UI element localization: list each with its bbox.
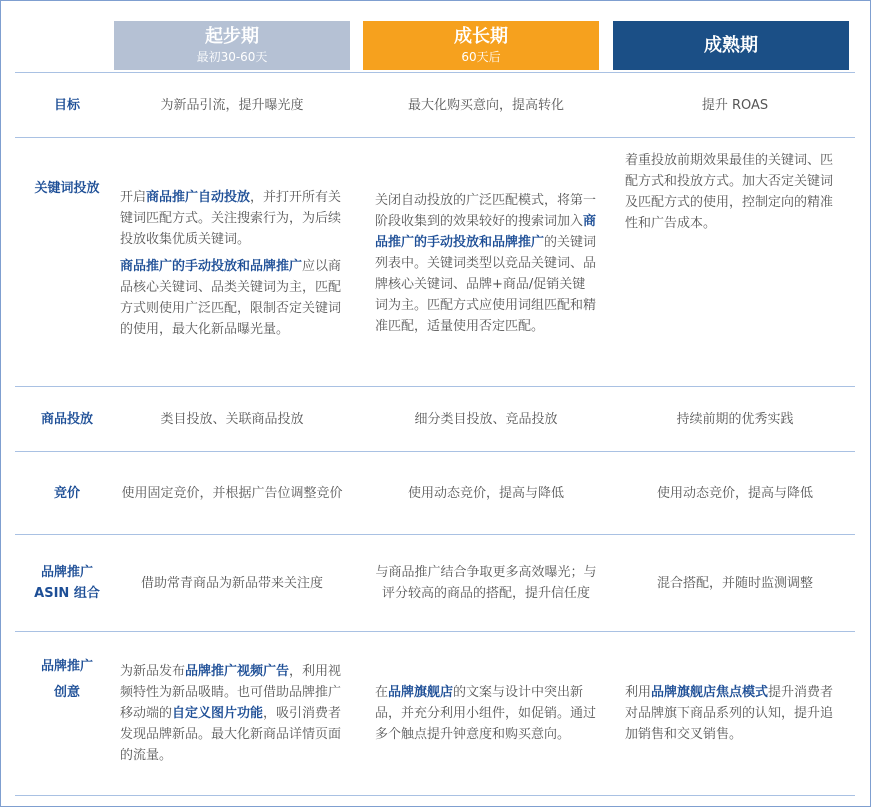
- cell-goal-startup: 为新品引流，提升曝光度: [160, 97, 304, 113]
- cell-asin-startup: 借助常青商品为新品带来关注度: [140, 575, 323, 591]
- row-label-keyword: 关键词投放: [34, 180, 100, 196]
- cell-product-growth: 细分类目投放、竞品投放: [414, 411, 558, 427]
- cell-creative-growth: 在品牌旗舰店的文案与设计中突出新品，并充分利用小组件，如促销。通过多个触点提升钟意度和购买意向。: [375, 685, 597, 742]
- stage-duration: 最初30-60天: [196, 50, 268, 64]
- row-label-bid: 竞价: [53, 485, 80, 501]
- stage-name: 起步期: [205, 26, 259, 47]
- cell-bid-mature: 使用动态竞价，提高与降低: [656, 485, 813, 501]
- row-divider: [15, 137, 855, 138]
- stage-header-mature: [613, 21, 849, 70]
- row-label-goal: 目标: [53, 97, 80, 113]
- cell-bid-growth: 使用动态竞价，提高与降低: [407, 485, 564, 501]
- cell-asin-mature: 混合搭配，并随时监测调整: [656, 575, 813, 591]
- stage-name: 成熟期: [704, 35, 758, 56]
- cell-creative-startup: 为新品发布品牌推广视频广告，利用视频特性为新品吸睛。也可借助品牌推广移动端的自定义图片功能，吸引消费者发现品牌新品。最大化新商品详情页面的流量。: [120, 664, 342, 763]
- cell-goal-growth: 最大化购买意向，提高转化: [407, 97, 564, 113]
- stage-name: 成长期: [454, 26, 508, 47]
- cell-bid-startup: 使用固定竞价，并根据广告位调整竞价: [121, 485, 343, 501]
- cell-asin-growth: 与商品推广结合争取更多高效曝光；与评分较高的商品的搭配，提升信任度: [375, 565, 597, 601]
- row-label-asin: 品牌推广 ASIN 组合: [34, 565, 100, 601]
- cell-product-startup: 类目投放、关联商品投放: [160, 411, 304, 427]
- cell-keyword-mature: 着重投放前期效果最佳的关键词、匹配方式和投放方式。加大否定关键词及匹配方式的使用，控制定向的精准性和广告成本。: [625, 153, 834, 231]
- stage-header-growth: [363, 21, 599, 70]
- stage-header-startup: [114, 21, 350, 70]
- cell-creative-mature: 利用品牌旗舰店焦点模式提升消费者对品牌旗下商品系列的认知，提升追加销售和交叉销售。: [625, 685, 834, 742]
- cell-goal-mature: 提升 ROAS: [701, 97, 769, 113]
- row-label-product: 商品投放: [40, 411, 93, 427]
- cell-keyword-growth: 关闭自动投放的广泛匹配模式，将第一阶段收集到的效果较好的搜索词加入商品推广的手动投放和品牌推广的关键词列表中。关键词类型以竞品关键词、品牌核心关键词、品牌+商品/促销关键词为主。匹配方式应使用词组匹配和精准匹配，适量使用否定匹配。: [375, 192, 597, 334]
- stage-duration: 60天后: [461, 50, 501, 64]
- row-divider: [15, 795, 855, 796]
- cell-keyword-startup: 开启商品推广自动投放，并打开所有关键词匹配方式。关注搜索行为，为后续投放收集优质关键词。 商品推广的手动投放和品牌推广应以商品核心关键词、品类关键词为主，匹配方式则使用广泛匹配，限制否定关键词的使用，最大化新品曝光量。: [120, 189, 342, 337]
- cell-product-mature: 持续前期的优秀实践: [676, 411, 794, 427]
- row-label-creative: 品牌推广 创意: [40, 659, 93, 700]
